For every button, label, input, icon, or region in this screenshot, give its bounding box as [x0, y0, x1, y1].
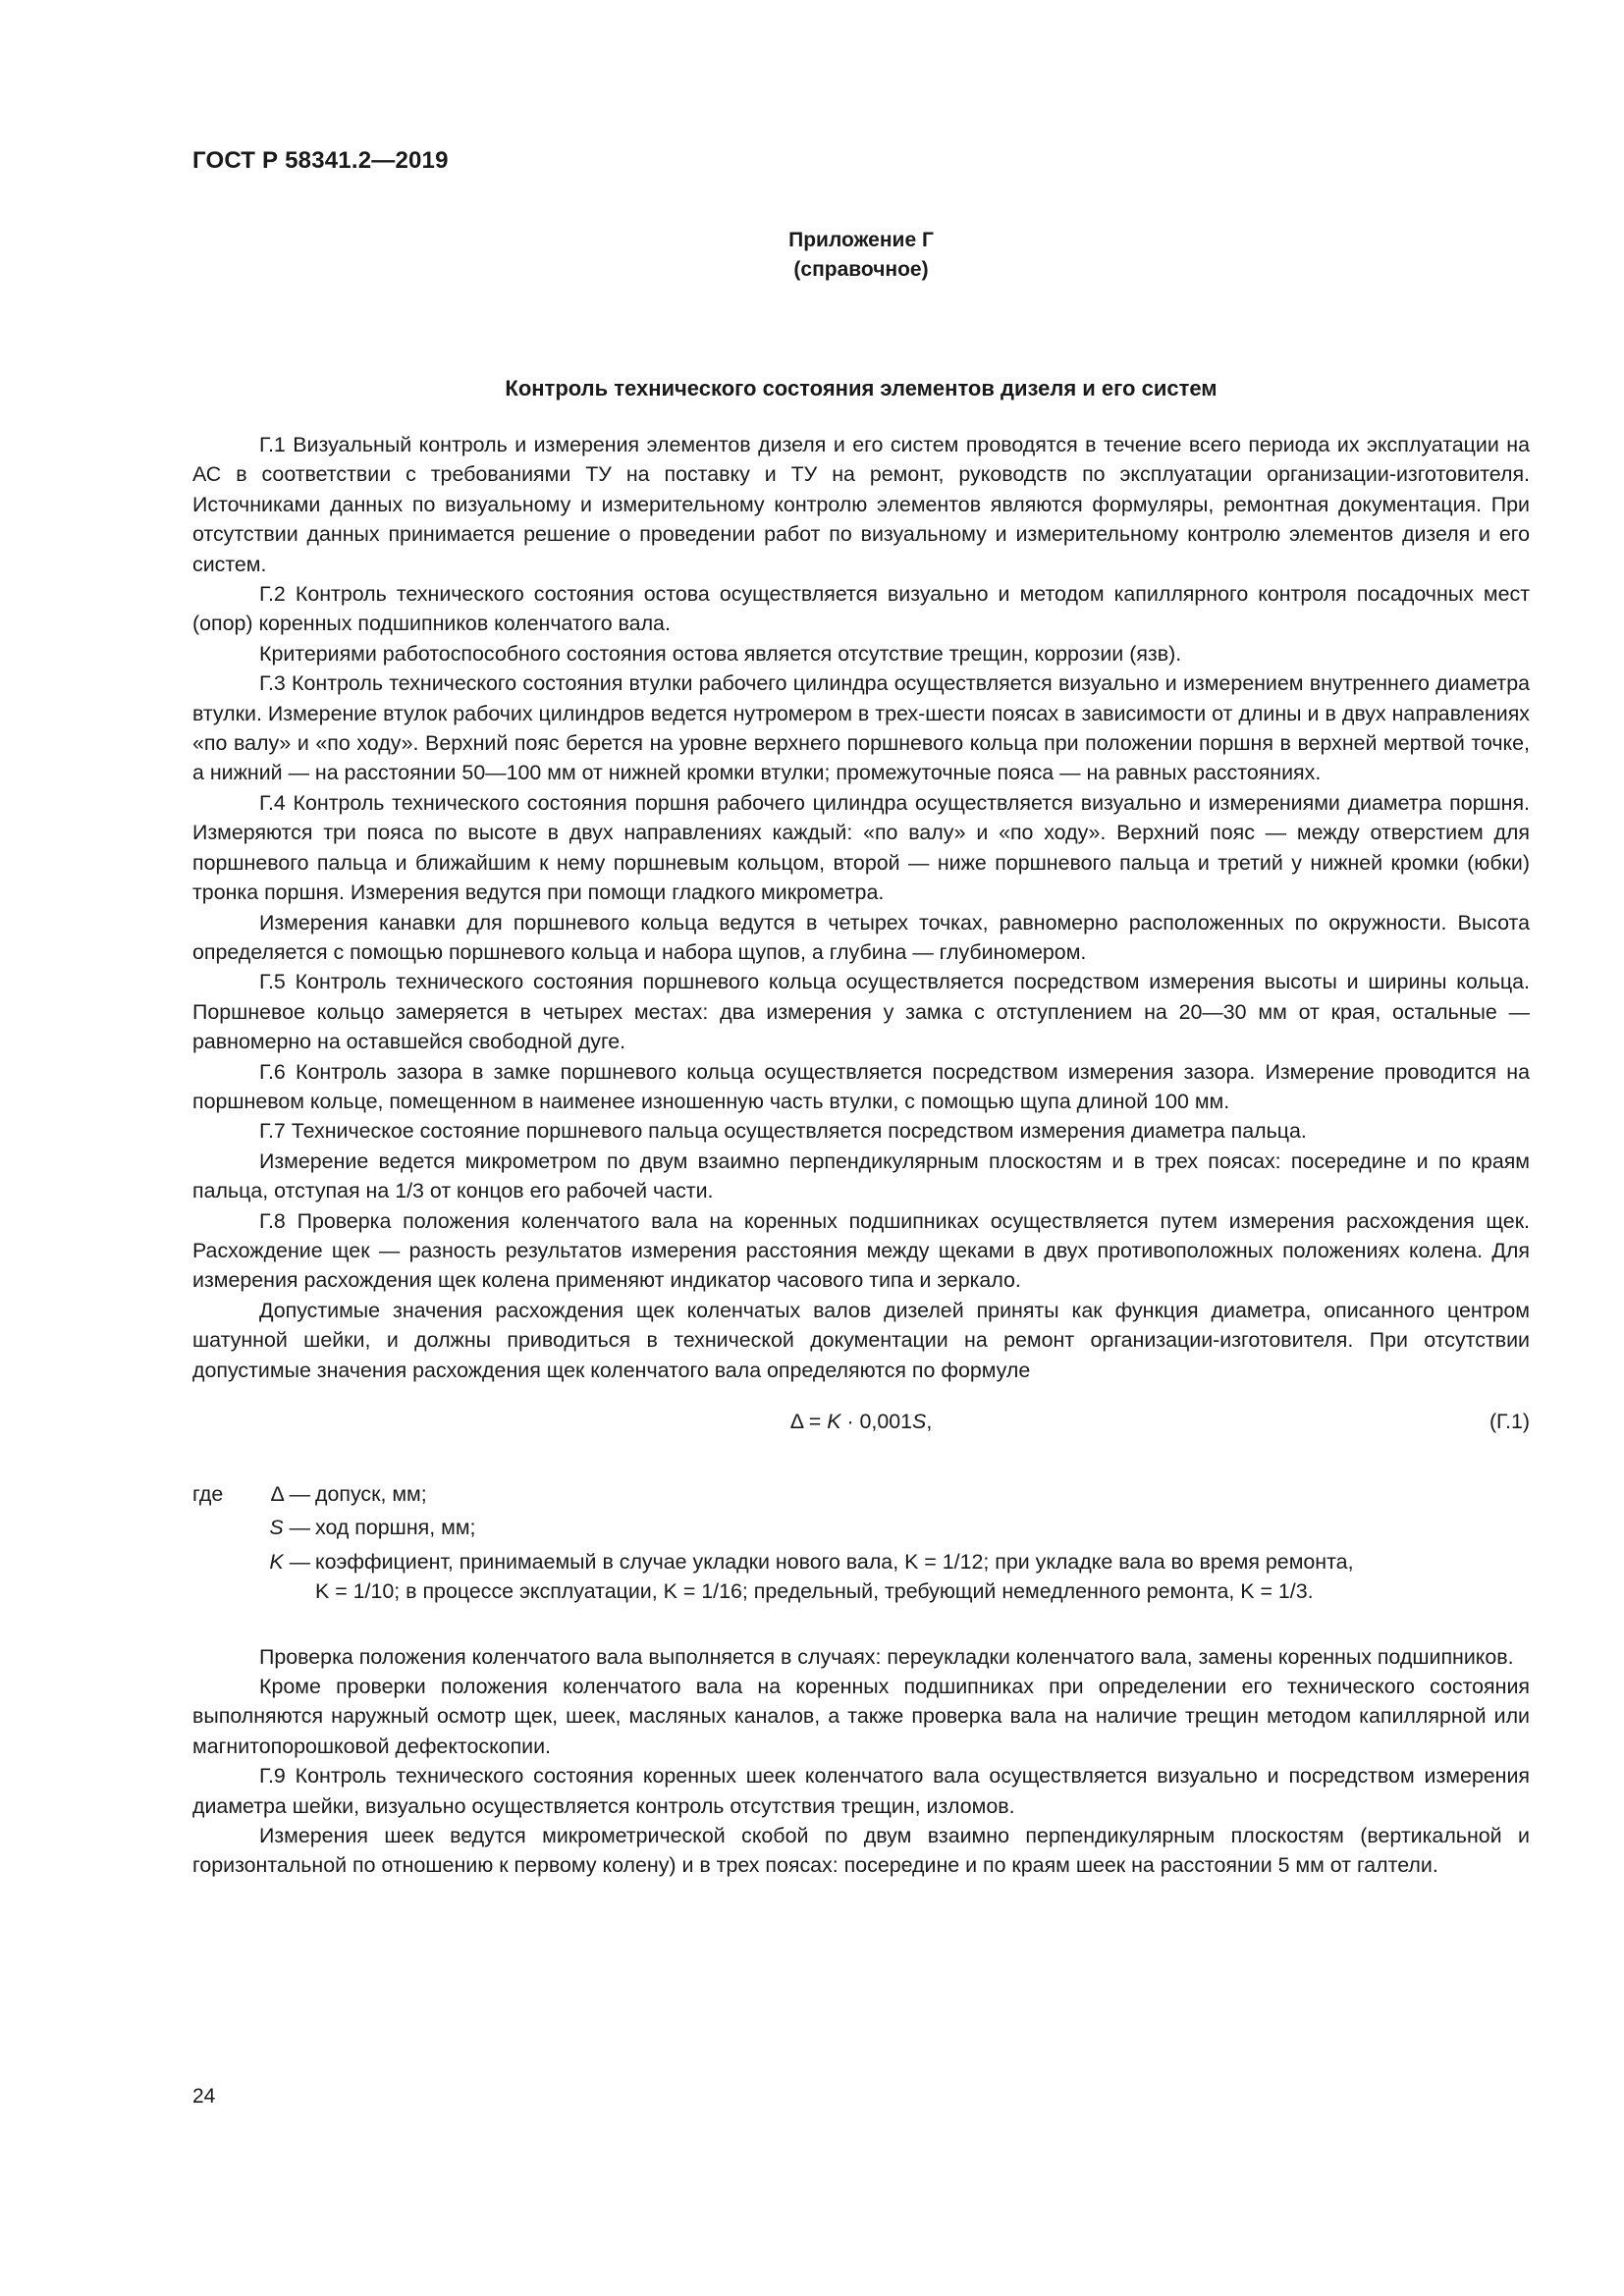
document-code: ГОСТ Р 58341.2—2019	[192, 147, 449, 174]
paragraph: Критериями работоспособного состояния остова является отсутствие трещин, коррозии (язв).	[259, 641, 1182, 666]
body-text	[192, 430, 1530, 1881]
formula-tail: ,	[926, 1410, 933, 1433]
where-symbol: S —	[269, 1516, 310, 1540]
paragraph: Г.9 Контроль технического состояния коренных шеек коленчатого вала осуществляется визуально и посредством измерения диаметра шейки, визуально осуществляется контроль отсутствия трещин, изломов.	[192, 1764, 1530, 1818]
where-description: коэффициент, принимаемый в случае укладки нового вала, K = 1/12; при укладке вала во время ремонта, K = 1/10; в процессе эксплуатации, K = 1/16; предельный, требующий немедленного ремонта, K = 1/3.	[315, 1549, 1354, 1604]
where-item	[192, 1479, 1530, 1509]
formula-k: K	[827, 1410, 841, 1433]
paragraph: Кроме проверки положения коленчатого вала на коренных подшипниках при определении его технического состояния выполняются наружный осмотр щек, шеек, масляных каналов, а также проверка вала на наличие трещин методом капиллярной или магнитопорошковой дефектоскопии.	[192, 1675, 1530, 1758]
page-number: 24	[192, 2085, 216, 2108]
paragraph: Г.5 Контроль технического состояния поршневого кольца осуществляется посредством измерения высоты и ширины кольца. Поршневое кольцо замеряется в четырех местах: два измерения у замка с отступлением на 20—30 мм от края, остальные — равномерно на оставшейся свободной дуге.	[192, 970, 1530, 1054]
paragraph: Допустимые значения расхождения щек коленчатых валов дизелей приняты как функция диаметра, описанного центром шатунной шейки, и должны приводиться в технической документации на ремонт организации-изготовителя. При отсутствии допустимые значения расхождения щек коленчатого вала определяются по формуле	[192, 1298, 1530, 1382]
formula-lhs: Δ =	[789, 1410, 828, 1433]
where-symbol: Δ —	[270, 1482, 310, 1506]
annex-heading	[192, 226, 1530, 285]
where-symbol: K —	[269, 1549, 310, 1574]
where-word: где	[192, 1482, 224, 1506]
formula	[192, 1407, 1530, 1436]
paragraph: Г.3 Контроль технического состояния втулки рабочего цилиндра осуществляется визуально и измерением внутреннего диаметра втулки. Измерение втулок рабочих цилиндров ведется нутромером в трех-шести поясах в зависимости от длины и в двух направлениях «по валу» и «по ходу». Верхний пояс берется на уровне верхнего поршневого кольца при положении поршня в верхней мертвой точке, а нижний — на расстоянии 50—100 мм от нижней кромки втулки; промежуточные пояса — на равных расстояниях.	[192, 671, 1530, 785]
paragraph: Г.8 Проверка положения коленчатого вала на коренных подшипниках осуществляется путем измерения расхождения щек. Расхождение щек — разность результатов измерения расстояния между щеками в двух противоположных положениях колена. Для измерения расхождения щек колена применяют индикатор часового типа и зеркало.	[192, 1208, 1530, 1293]
paragraph: Г.1 Визуальный контроль и измерения элементов дизеля и его систем проводятся в течение всего периода их эксплуатации на АС в соответствии с требованиями ТУ на поставку и ТУ на ремонт, руководств по эксплуатации организации-изготовителя. Источниками данных по визуальному и измерительному контролю элементов являются формуляры, ремонтная документация. При отсутствии данных принимается решение о проведении работ по визуальному и измерительному контролю элементов дизеля и его систем.	[192, 433, 1530, 576]
paragraph: Г.2 Контроль технического состояния остова осуществляется визуально и методом капиллярного контроля посадочных мест (опор) коренных подшипников коленчатого вала.	[192, 582, 1530, 636]
where-block	[192, 1479, 1530, 1607]
paragraph: Г.6 Контроль зазора в замке поршневого кольца осуществляется посредством измерения зазора. Измерение проводится на поршневом кольце, помещенном в наименее изношенную часть втулки, с помощью щупа длиной 100 мм.	[192, 1059, 1530, 1113]
section-title: Контроль технического состояния элементов дизеля и его систем	[505, 376, 1218, 400]
paragraph: Измерение ведется микрометром по двум взаимно перпендикулярным плоскостям и в трех поясах: посередине и по краям пальца, отступая на 1/3 от концов его рабочей части.	[192, 1148, 1530, 1203]
paragraph: Проверка положения коленчатого вала выполняется в случаях: переукладки коленчатого вала, замены коренных подшипников.	[259, 1644, 1514, 1669]
paragraph: Г.7 Техническое состояние поршневого пальца осуществляется посредством измерения диаметра пальца.	[259, 1119, 1307, 1144]
paragraph: Измерения канавки для поршневого кольца ведутся в четырех точках, равномерно расположенных по окружности. Высота определяется с помощью поршневого кольца и набора щупов, а глубина — глубиномером.	[192, 910, 1530, 964]
where-description: допуск, мм;	[315, 1482, 427, 1506]
annex-subtitle: (справочное)	[793, 258, 929, 281]
formula-row	[192, 1407, 1530, 1436]
formula-s: S	[912, 1410, 927, 1433]
where-item	[192, 1547, 1530, 1607]
paragraph: Измерения шеек ведутся микрометрической скобой по двум взаимно перпендикулярным плоскостям (вертикальной и горизонтальной по отношению к первому колену) и в трех поясах: посередине и по краям шеек на расстоянии 5 мм от галтели.	[192, 1824, 1530, 1878]
paragraph: Г.4 Контроль технического состояния поршня рабочего цилиндра осуществляется визуально и измерениями диаметра поршня. Измеряются три пояса по высоте в двух направлениях каждый: «по валу» и «по ходу». Верхний пояс — между отверстием для поршневого пальца и ближайшим к нему поршневым кольцом, второй — ниже поршневого пальца и третий у нижней кромки (юбки) тронка поршня. Измерения ведутся при помощи гладкого микрометра.	[192, 790, 1530, 905]
where-item	[192, 1513, 1530, 1542]
formula-mid: · 0,001	[840, 1410, 913, 1433]
where-description: ход поршня, мм;	[315, 1516, 476, 1540]
annex-title: Приложение Г	[788, 229, 934, 251]
formula-number: (Г.1)	[1489, 1410, 1530, 1433]
